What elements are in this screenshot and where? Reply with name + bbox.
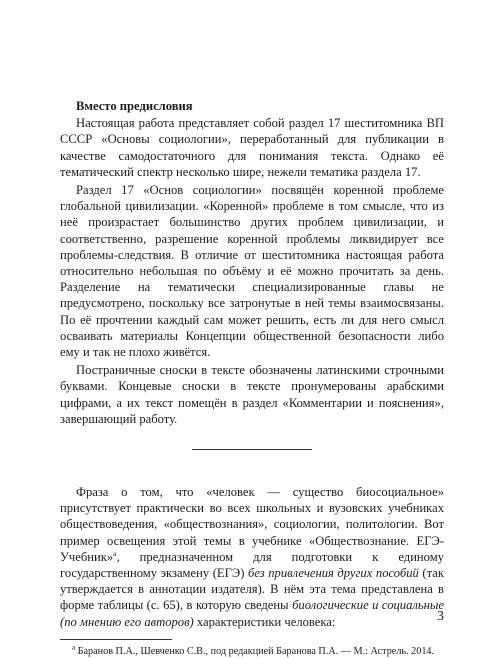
section-heading: Вместо предисловия [76, 99, 193, 113]
intro-paragraph: Раздел 17 «Основ социологии» посвящён коренной проблеме глобальной цивилизации. «Коренной» проблеме в том смысле, что из неё произрастает большинство других проблем цивилизации, и соответственно, разрешение коренной проблемы ликвидирует все проблемы-следствия. В отличие от шеститомника настоящая работа относительно небольшая по объёму и её можно прочитать за день. Разделение на тематически специализированные главы не предусмотрено, поскольку все затронутые в ней темы взаимосвязаны. По её прочтении каждый сам может решить, есть ли для него смысл осваивать материалы Концепции общественной безопасности либо ему и так не плохо живётся. [60, 183, 444, 360]
main-text: характеристики человека: [193, 614, 336, 629]
section-divider [192, 449, 312, 450]
footnote-mark: a [72, 643, 76, 652]
page-body [60, 98, 444, 658]
main-paragraph [60, 484, 444, 630]
main-text: Фраза о том, что «человек — существо биосоциальное» присутствует практически во всех школьных и вузовских учебниках обществоведения, «обществознания», социологии, политологии. Вот пример освещения этой темы в учебнике «Обществознание. ЕГЭ-Учебник» [60, 485, 444, 564]
main-text: , предназначенном для подготовки к единому государственному экзамену (ЕГЭ) [60, 549, 444, 581]
emphasis-text: без привлечения других пособий [248, 566, 419, 581]
page-number: 3 [437, 609, 444, 624]
footnote-reference[interactable]: a [113, 548, 117, 558]
footnote-text: Баранов П.А., Шевченко С.В., под редакцией Баранова П.А. — М.: Астрель. 2014. [75, 645, 435, 657]
intro-paragraph: Настоящая работа представляет собой раздел 17 шеститомника ВП СССР «Основы социологии», переработанный для публикации в качестве самодостаточного для понимания текста. Однако её тематический спектр несколько шире, нежели тематика раздела 17. [60, 116, 444, 179]
intro-paragraph: Постраничные сноски в тексте обозначены латинскими строчными буквами. Концевые сноски в тексте пронумерованы арабскими цифрами, а их текст помещён в раздел «Комментарии и пояснения», завершающий работу. [60, 363, 444, 426]
main-text: (так утверждается в аннотации издателя). В нём эта тема представлена в форме таблицы (с. 65), в которую сведены [60, 566, 444, 613]
footnote [72, 645, 444, 658]
emphasis-text: биологические и социальные (по мнению его авторов) [60, 598, 444, 629]
